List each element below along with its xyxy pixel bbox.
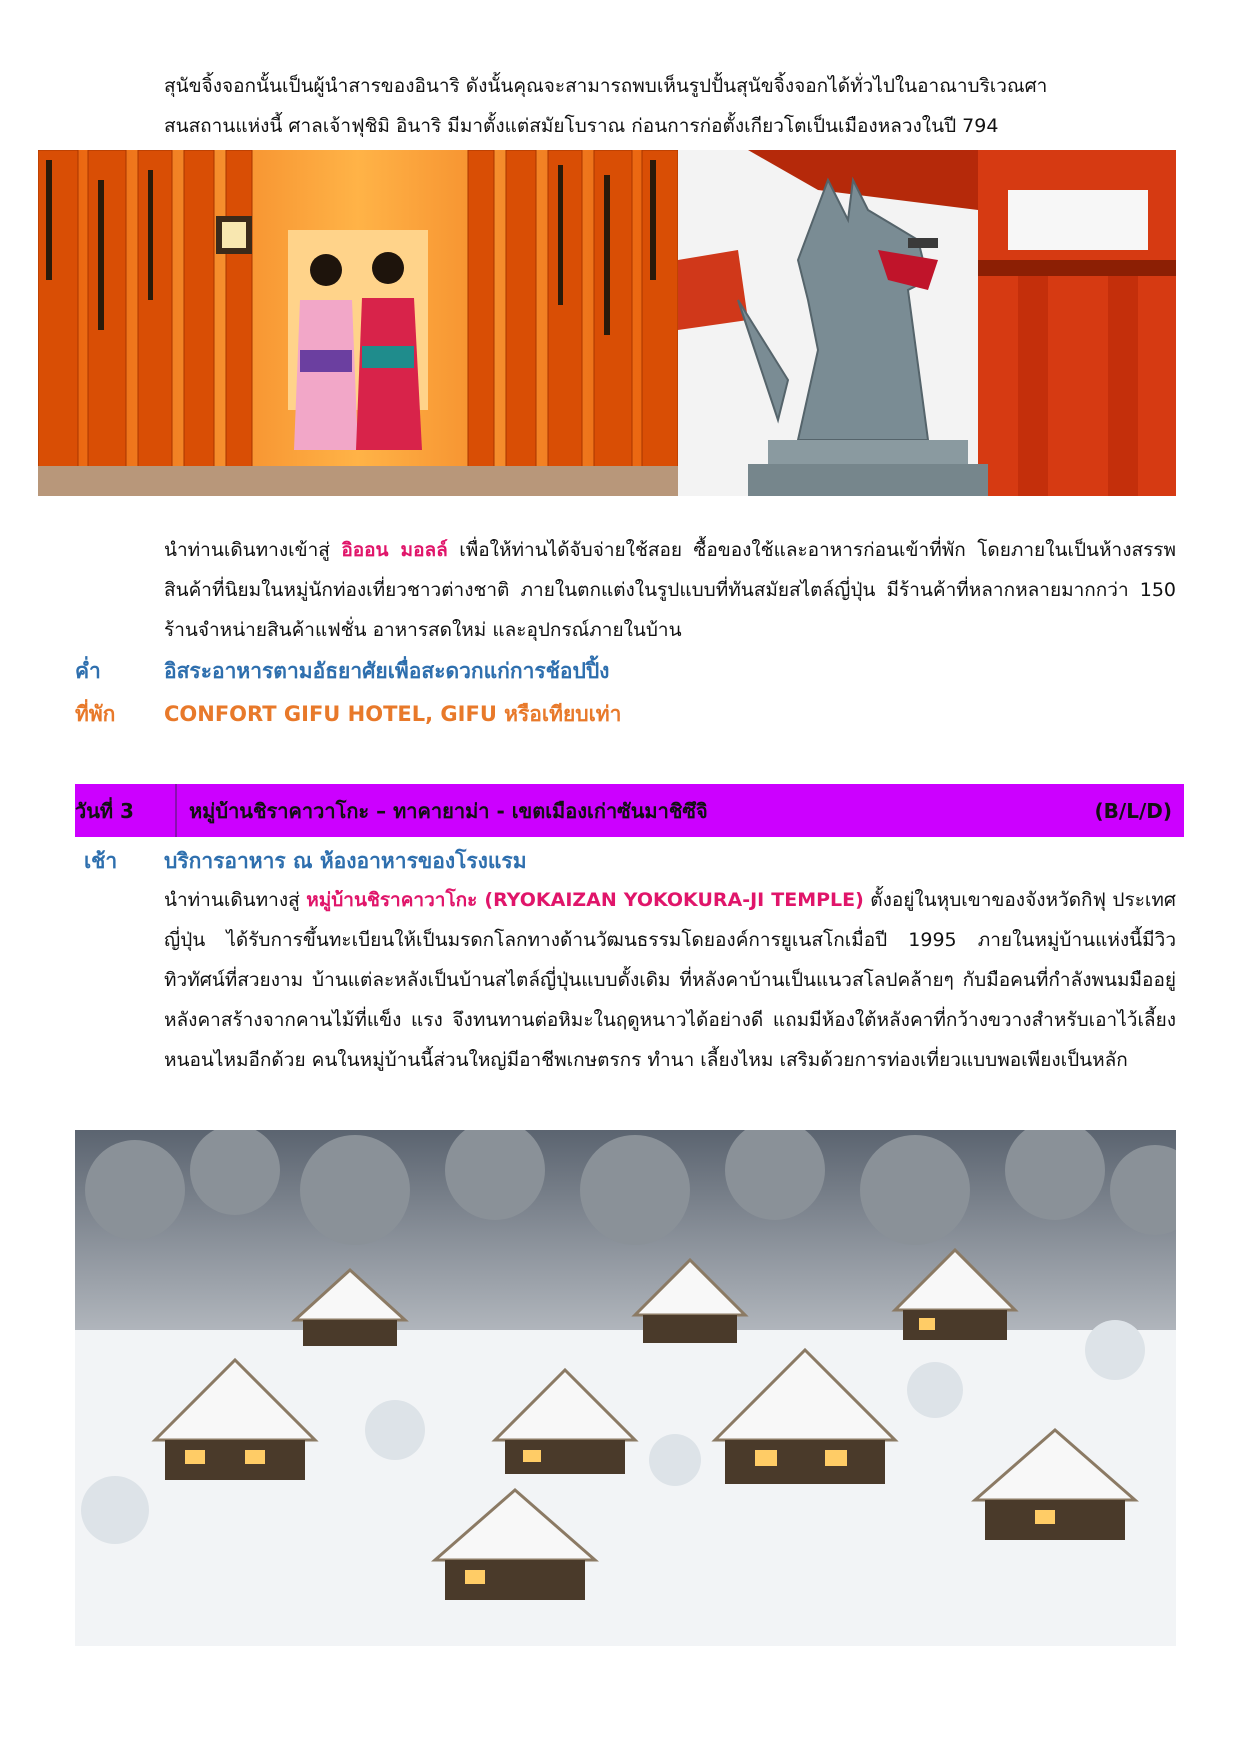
shirakawa-paragraph <box>164 880 1176 1080</box>
hotel-label: ที่พัก <box>75 702 116 726</box>
aeon-rest: เพื่อให้ท่านได้จับจ่ายใช้สอย ซื้อของใช้และอาหารก่อนเข้าที่พัก โดยภายในเป็นห้างสรรพสินค้าที่นิยมในหมู่นักท่องเที่ยวชาวต่างชาติ ภายในตกแต่งในรูปแบบที่ทันสมัยสไตล์ญี่ปุ่น มีร้านค้าที่หลากหลายมากกว่า 150 ร้านจำหน่ายสินค้าแฟชั่น อาหารสดใหม่ และอุปกรณ์ภายในบ้าน <box>164 539 1177 641</box>
shirakawa-name: หมู่บ้านชิราคาวาโกะ (RYOKAIZAN YOKOKURA-JI TEMPLE) <box>306 889 864 911</box>
day-3-header <box>75 784 1184 837</box>
aeon-paragraph <box>164 530 1176 650</box>
snowy-village-illustration <box>75 1130 1176 1646</box>
torii-gates-photo <box>38 150 678 496</box>
dinner-label: ค่ำ <box>75 659 101 683</box>
breakfast-label: เช้า <box>84 849 118 873</box>
dinner-text: อิสระอาหารตามอัธยาศัยเพื่อสะดวกแก่การช้อปปิ้ง <box>164 659 610 683</box>
dinner-row <box>75 655 609 688</box>
fox-statue-photo <box>678 150 1176 496</box>
intro-line-1: สุนัขจิ้งจอกนั้นเป็นผู้นำสารของอินาริ ดังนั้นคุณจะสามารถพบเห็นรูปปั้นสุนัขจิ้งจอกได้ทั่วไปในอาณาบริเวณศา <box>164 75 1048 97</box>
intro-paragraph <box>164 66 1176 146</box>
day-number: วันที่ 3 <box>75 798 134 823</box>
shirakawa-village-photo <box>75 1130 1176 1646</box>
shirakawa-prefix: นำท่านเดินทางสู่ <box>164 889 307 911</box>
day-header-divider <box>175 784 177 837</box>
torii-gates-illustration <box>38 150 678 496</box>
shirakawa-rest: ตั้งอยู่ในหุบเขาของจังหวัดกิฟุ ประเทศญี่ปุ่น ได้รับการขึ้นทะเบียนให้เป็นมรดกโลกทางด้านวัฒนธรรมโดยองค์การยูเนสโกเมื่อปี 1995 ภายในหมู่บ้านแห่งนี้มีวิวทิวทัศน์ที่สวยงาม บ้านแต่ละหลังเป็นบ้านสไตล์ญี่ปุ่นแบบดั้งเดิม ที่หลังคาบ้านเป็นแนวสโลปคล้ายๆ กับมือคนที่กำลังพนมมืออยู่ หลังคาสร้างจากคานไม้ที่แข็ง แรง จึงทนทานต่อหิมะในฤดูหนาวได้อย่างดี แถมมีห้องใต้หลังคาที่กว้างขวางสำหรับเอาไว้เลี้ยงหนอนไหมอีกด้วย คนในหมู่บ้านนี้ส่วนใหญ่มีอาชีพเกษตรกร ทำนา เลี้ยงไหม เสริมด้วยการท่องเที่ยวแบบพอเพียงเป็นหลัก <box>164 889 1176 1071</box>
fox-statue-illustration <box>678 150 1176 496</box>
breakfast-row <box>84 845 527 878</box>
intro-line-2: สนสถานแห่งนี้ ศาลเจ้าฟุชิมิ อินาริ มีมาตั้งแต่สมัยโบราณ ก่อนการก่อตั้งเกียวโตเป็นเมืองหลวงในปี 794 <box>164 115 999 137</box>
breakfast-text: บริการอาหาร ณ ห้องอาหารของโรงแรม <box>164 849 527 873</box>
aeon-mall-name: อิออน มอลล์ <box>341 539 448 561</box>
hotel-text: CONFORT GIFU HOTEL, GIFU หรือเทียบเท่า <box>164 702 622 726</box>
day-meals: (B/L/D) <box>1094 798 1172 823</box>
hotel-row <box>75 698 621 731</box>
aeon-prefix: นำท่านเดินทางเข้าสู่ <box>164 539 342 561</box>
day-title: หมู่บ้านชิราคาวาโกะ – ทาคายาม่า - เขตเมืองเก่าซันมาชิซึจิ <box>189 798 708 823</box>
